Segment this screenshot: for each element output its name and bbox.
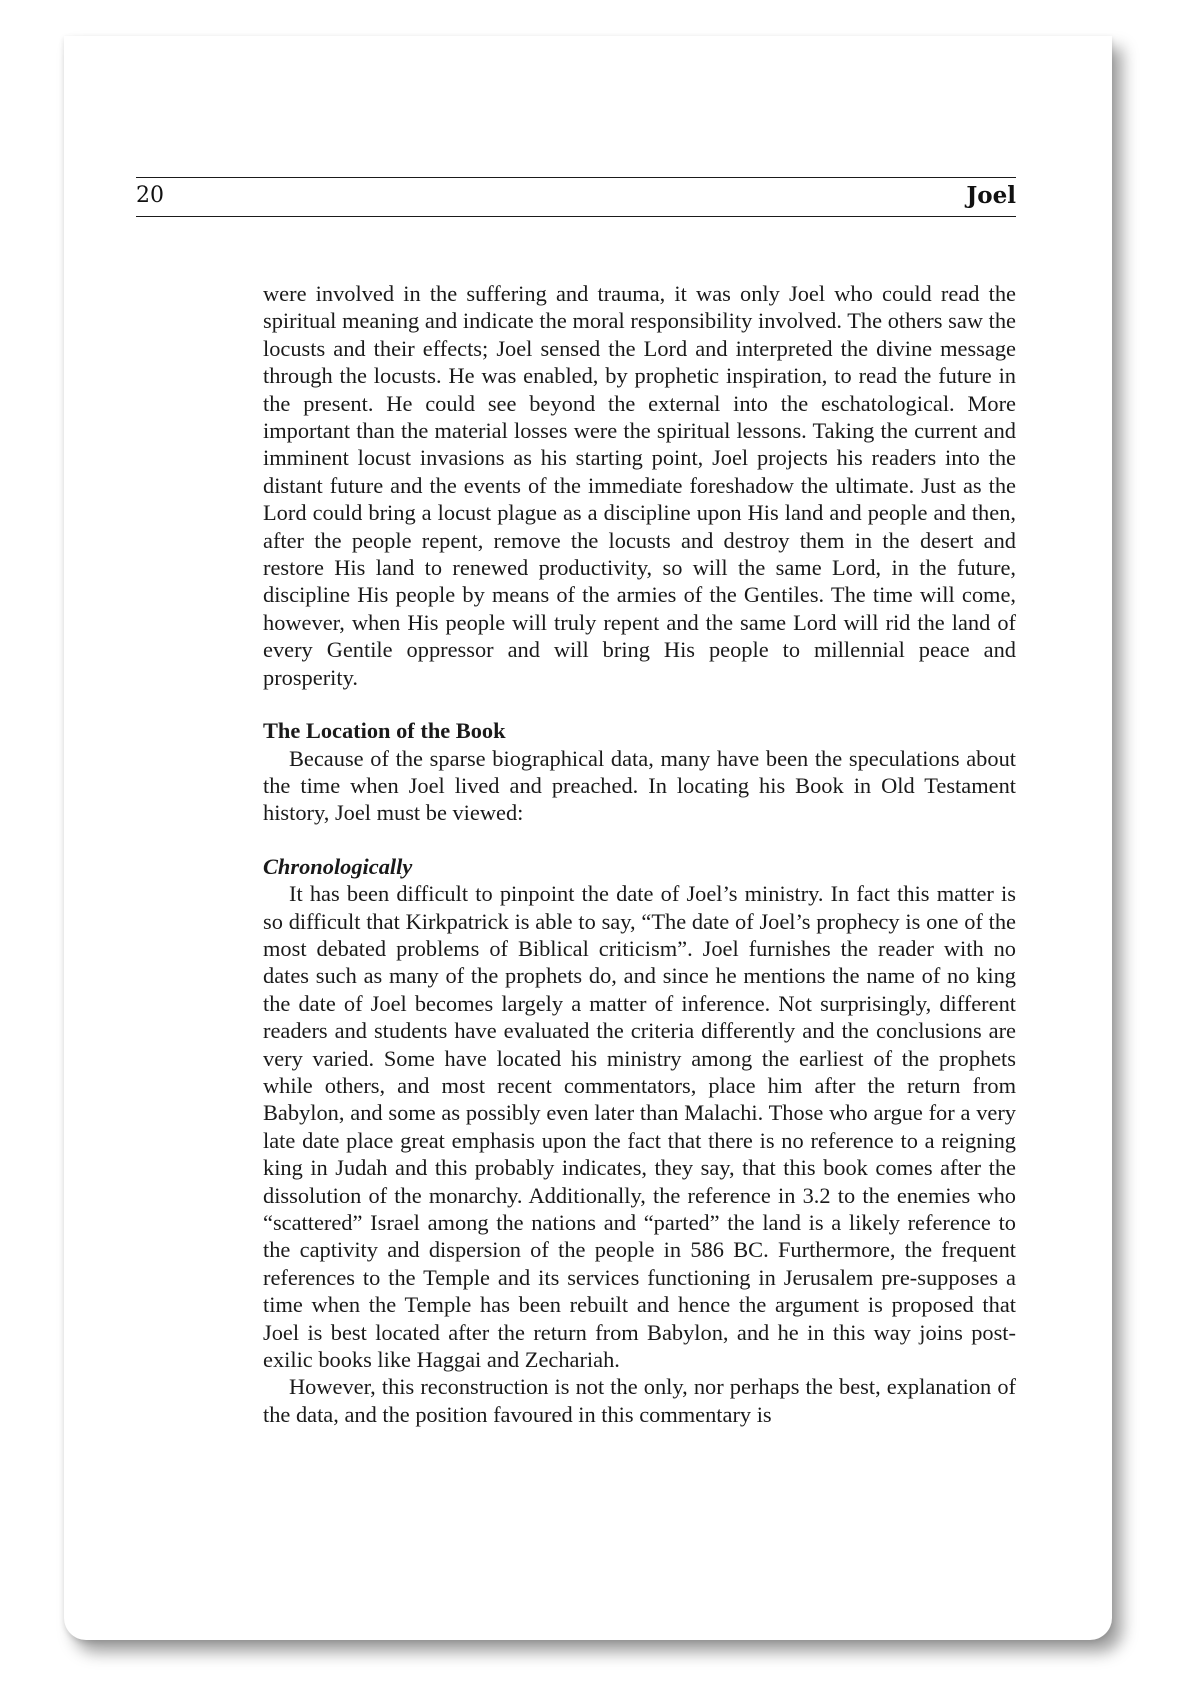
paragraph-chronology: It has been difficult to pinpoint the date of Joel’s ministry. In fact this matter is so difficult that Kirkpatrick is able to say, “The date of Joel’s prophecy is one of the most debated problems of Biblical criticism”. Joel furnishes the reader with no dates such as many of the prophets do, and since he mentions the name of no king the date of Joel becomes largely a matter of inference. Not surprisingly, different readers and students have evaluated the criteria differently and the conclusions are very varied. Some have located his ministry among the earliest of the prophets while others, and most recent commentators, place him after the return from Babylon, and some as possibly even later than Malachi. Those who argue for a very late date place great emphasis upon the fact that there is no reference to a reigning king in Judah and this probably indicates, they say, that this book comes after the dissolution of the monarchy. Additionally, the reference in 3.2 to the enemies who “scattered” Israel among the nations and “parted” the land is a likely reference to the captivity and dispersion of the people in 586 BC. Furthermore, the frequent references to the Temple and its services functioning in Jerusalem pre-supposes a time when the Temple has been rebuilt and hence the argument is proposed that Joel is best located after the return from Babylon, and he in this way joins post-exilic books like Haggai and Zechariah. [263, 881, 1016, 1373]
book-page [64, 36, 1112, 1640]
running-title: Joel [966, 182, 1016, 209]
page-number: 20 [136, 183, 164, 208]
section-heading: The Location of the Book [263, 718, 506, 744]
paragraph-however: However, this reconstruction is not the only, nor perhaps the best, explanation of the data, and the position favoured in this commentary is [263, 1374, 1016, 1427]
paragraph-continued: were involved in the suffering and trauma, it was only Joel who could read the spiritual meaning and indicate the moral responsibility involved. The others saw the locusts and their effects; Joel sensed the Lord and interpreted the divine message through the locusts. He was enabled, by prophetic inspiration, to read the future in the present. He could see beyond the external into the eschatological. More important than the material losses were the spiritual lessons. Taking the current and imminent locust invasions as his starting point, Joel projects his readers into the distant future and the events of the immediate foreshadow the ultimate. Just as the Lord could bring a locust plague as a discipline upon His land and people and then, after the people repent, remove the locusts and destroy them in the desert and restore His land to renewed productivity, so will the same Lord, in the future, discipline His people by means of the armies of the Gentiles. The time will come, however, when His people will truly repent and the same Lord will rid the land of every Gentile oppressor and will bring His people to millennial peace and prosperity. [263, 281, 1016, 690]
body-text [263, 280, 1016, 1428]
subheading: Chronologically [263, 853, 413, 879]
paragraph-section-intro: Because of the sparse biographical data, many have been the speculations about the time when Joel lived and preached. In locating his Book in Old Testament history, Joel must be viewed: [263, 745, 1016, 826]
running-head [136, 177, 1016, 217]
